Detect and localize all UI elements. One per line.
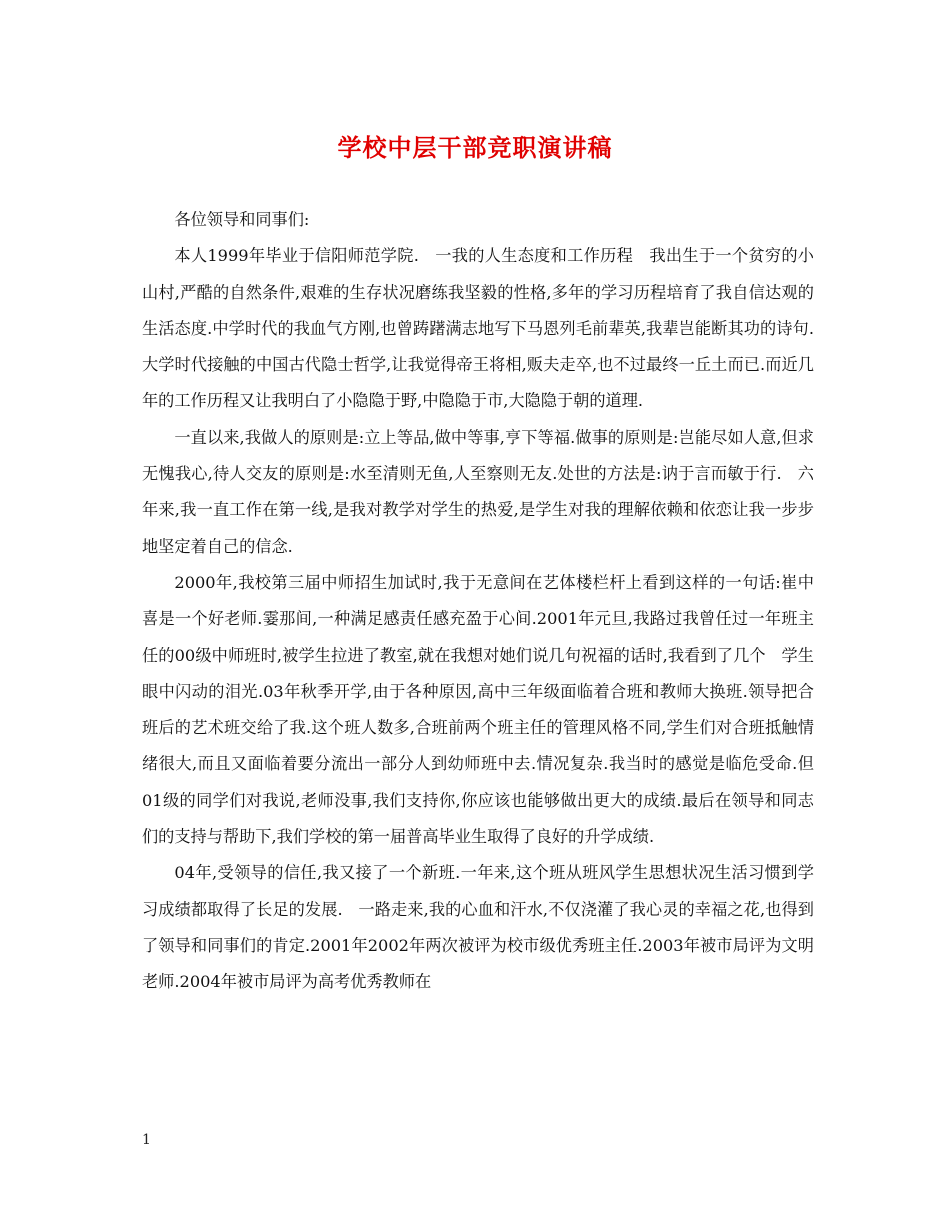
paragraph-2000-experience: 2000年,我校第三届中师招生加试时,我于无意间在艺体楼栏杆上看到这样的一句话:崔中喜是一个好老师.霎那间,一种满足感责任感充盈于心间.2001年元旦,我路过我曾任过一年班主任的00级中师班时,被学生拉进了教室,就在我想对她们说几句祝福的话时,我看到了几个 学生眼中闪动的泪光.03年秋季开学,由于各种原因,高中三年级面临着合班和教师大换班.领导把合班后的艺术班交给了我.这个班人数多,合班前两个班主任的管理风格不同,学生们对合班抵触情绪很大,而且又面临着要分流出一部分人到幼师班中去.情况复杂.我当时的感觉是临危受命.但01级的同学们对我说,老师没事,我们支持你,你应该也能够做出更大的成绩.最后在领导和同志们的支持与帮助下,我们学校的第一届普高毕业生取得了良好的升学成绩. xyxy=(142,572,814,847)
document-body xyxy=(142,202,814,1001)
paragraph-greeting: 各位领导和同事们: xyxy=(174,210,310,229)
page-number: 1 xyxy=(142,1132,151,1148)
paragraph-2004-experience: 04年,受领导的信任,我又接了一个新班.一年来,这个班从班风学生思想状况生活习惯到学习成绩都取得了长足的发展. 一路走来,我的心血和汗水,不仅浇灌了我心灵的幸福之花,也得到了领导和同事们的肯定.2001年2002年两次被评为校市级优秀班主任.2003年被市局评为文明老师.2004年被市局评为高考优秀教师在 xyxy=(142,863,814,992)
paragraph-principles: 一直以来,我做人的原则是:立上等品,做中等事,亨下等福.做事的原则是:岂能尽如人意,但求无愧我心,待人交友的原则是:水至清则无鱼,人至察则无友.处世的方法是:讷于言而敏于行. 六年来,我一直工作在第一线,是我对教学对学生的热爱,是学生对我的理解依赖和依恋让我一步步地坚定着自己的信念. xyxy=(142,427,814,556)
document-title: 学校中层干部竞职演讲稿 xyxy=(337,133,613,162)
paragraph-background: 本人1999年毕业于信阳师范学院. 一我的人生态度和工作历程 我出生于一个贫穷的小山村,严酷的自然条件,艰难的生存状况磨练我坚毅的性格,多年的学习历程培育了我自信达观的生活态度.中学时代的我血气方刚,也曾踌躇满志地写下马恩列毛前辈英,我辈岂能断其功的诗句.大学时代接触的中国古代隐士哲学,让我觉得帝王将相,贩夫走卒,也不过最终一丘土而已.而近几年的工作历程又让我明白了小隐隐于野,中隐隐于市,大隐隐于朝的道理. xyxy=(142,246,814,411)
